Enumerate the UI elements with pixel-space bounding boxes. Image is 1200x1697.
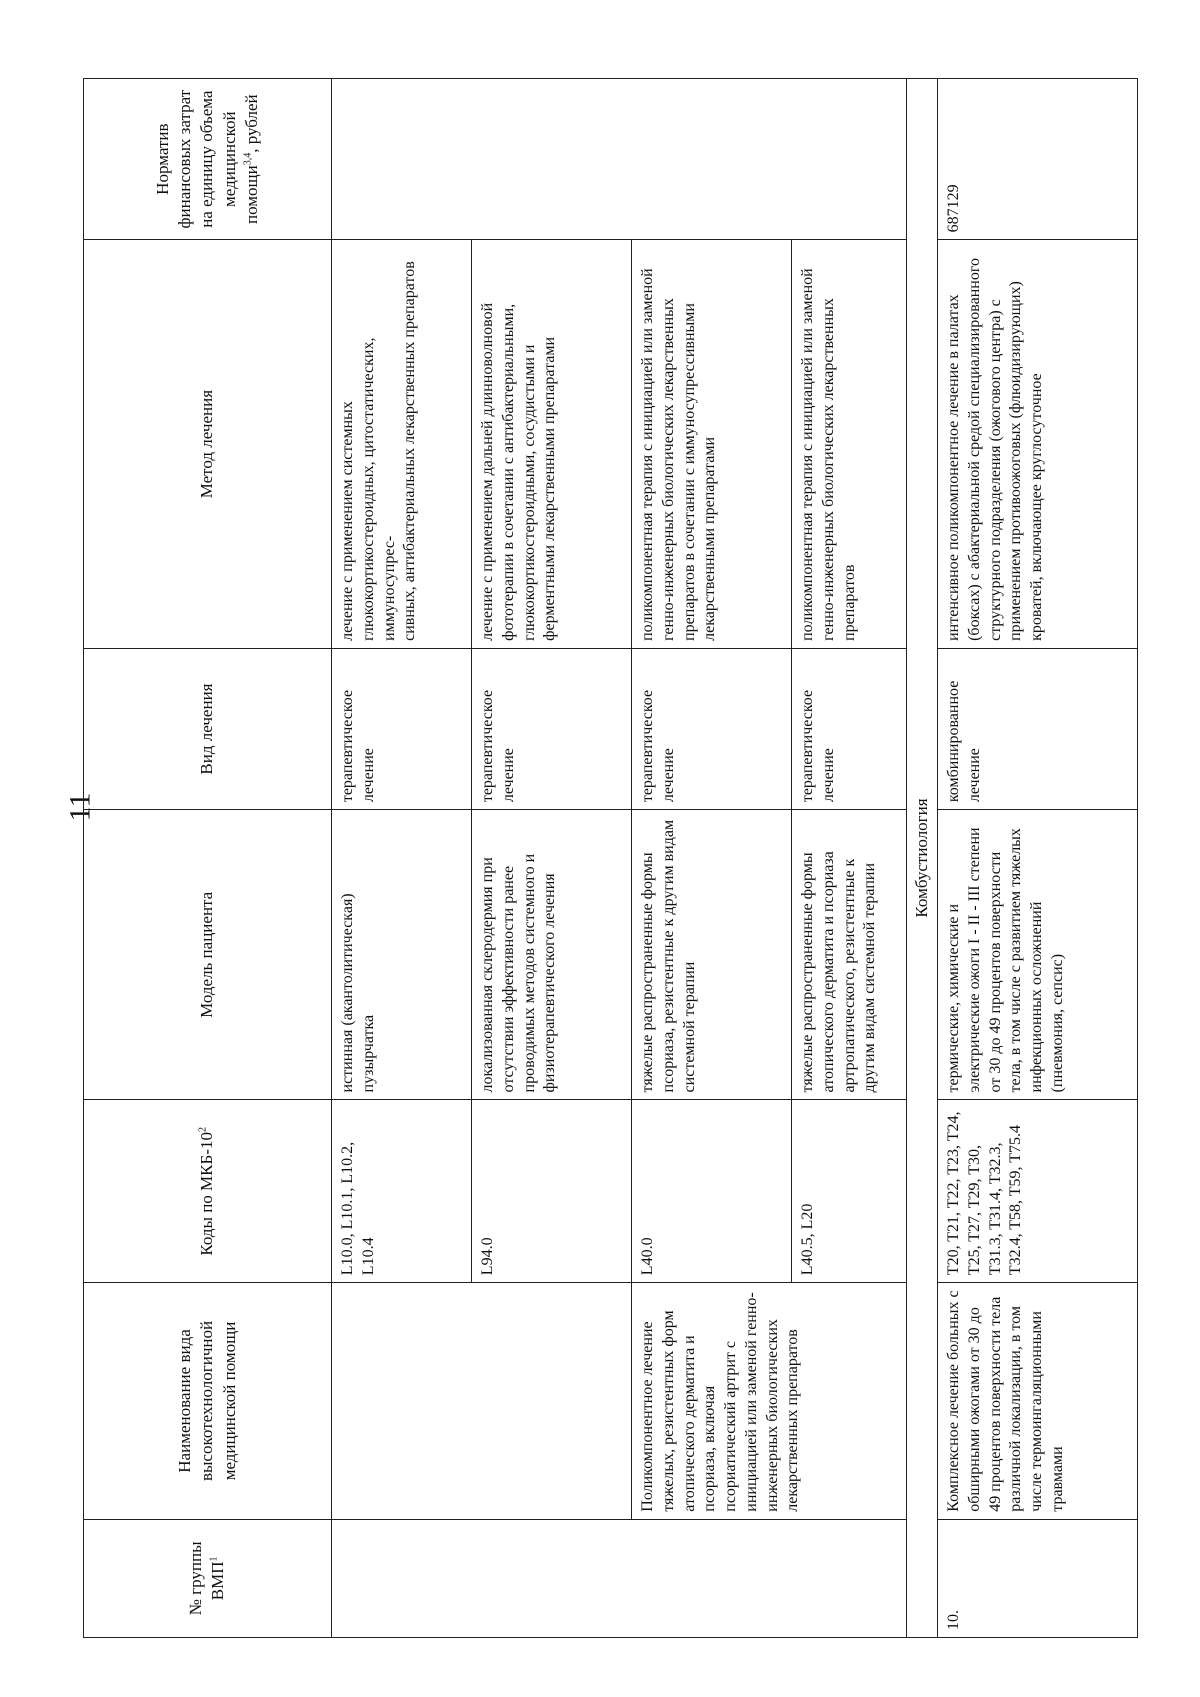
cell-model: истинная (акантолитическая) пузырчатка	[331, 810, 471, 1100]
rotated-table-container	[83, 78, 1138, 1638]
table-row	[631, 79, 791, 1638]
header-name: Наименование вида высокотехнологичной медицинской помощи	[84, 1283, 332, 1520]
cell-model: термические, химические и электрические ожоги I - II - III степени от 30 до 49 процентов поверхности тела, в том числе с развитием тяжелых инфекционных осложнений (пневмония, сепсис)	[938, 810, 1138, 1100]
header-group: № группы ВМП$^1$	[84, 1519, 332, 1637]
table-row	[938, 79, 1138, 1638]
cell-kind: терапевтическое лечение	[471, 648, 631, 809]
cell-codes: L10.0, L10.1, L10.2, L10.4	[331, 1100, 471, 1283]
header-model: Модель пациента	[84, 810, 332, 1100]
cell-method: поликомпонентная терапия с инициацией или заменой генно-инженерных биологических лекарственных препаратов в сочетании с иммуносупрессивными лекарственными препаратами	[631, 240, 791, 649]
cell-method: лечение с применением системных глюкокортикостероидных, цитостатических, иммуносупрес- сивных, антибактериальных лекарственных препаратов	[331, 240, 471, 649]
header-norm: Норматив финансовых затрат на единицу объема медицинской помощи$^{3,4}$, рублей	[84, 79, 332, 240]
cell-model: тяжелые распространенные формы атопического дерматита и псориаза артропатического, резистентные к другим видам системной терапии	[791, 810, 906, 1100]
cell-kind: комбинированное лечение	[938, 648, 1138, 809]
cell-codes: L94.0	[471, 1100, 631, 1283]
header-kind: Вид лечения	[84, 648, 332, 809]
cell-norm: 687129	[938, 79, 1138, 240]
header-codes: Коды по МКБ-$10^2$	[84, 1100, 332, 1283]
cell-kind: терапевтическое лечение	[631, 648, 791, 809]
page-number: 11	[63, 792, 97, 822]
cell-kind: терапевтическое лечение	[791, 648, 906, 809]
cell-name: Поликомпонентное лечение тяжелых, резистентных форм атопического дерматита и псориаза, включая псориатический артрит с инициацией или заменой генно-инженерных биологических лекарственных препаратов	[631, 1283, 906, 1520]
header-method: Метод лечения	[84, 240, 332, 649]
section-title: Комбустиология	[906, 79, 937, 1638]
cell-codes: L40.0	[631, 1100, 791, 1283]
cell-group	[331, 1519, 906, 1637]
cell-name: Комплексное лечение больных с обширными ожогами от 30 до 49 процентов поверхности тела различной локализации, в том числе термоингаляционными травмами	[938, 1283, 1138, 1520]
cell-group: 10.	[938, 1519, 1138, 1637]
table-row	[331, 79, 471, 1638]
cell-method: лечение с применением дальней длинноволновой фототерапии в сочетании с антибактериальными, глюкокортикостероидными, сосудистыми и ферментными лекарственными препаратами	[471, 240, 631, 649]
cell-model: локализованная склеродермия при отсутствии эффективности ранее проводимых методов системного и физиотерапевтического лечения	[471, 810, 631, 1100]
section-row	[906, 79, 937, 1638]
cell-codes: L40.5, L20	[791, 1100, 906, 1283]
cell-method: поликомпонентная терапия с инициацией или заменой генно-инженерных биологических лекарственных препаратов	[791, 240, 906, 649]
cell-name	[331, 1283, 631, 1520]
vmp-table	[83, 78, 1138, 1638]
cell-model: тяжелые распространенные формы псориаза, резистентные к другим видам системной терапии	[631, 810, 791, 1100]
cell-codes: T20, T21, T22, T23, T24, T25, T27, T29, T30, T31.3, T31.4, T32.3, T32.4, T58, T59, T75.4	[938, 1100, 1138, 1283]
cell-kind: терапевтическое лечение	[331, 648, 471, 809]
cell-norm	[331, 79, 906, 240]
cell-method: интенсивное поликомпонентное лечение в палатах (боксах) с абактериальной средой специализированного структурного подразделения (ожогового центра) с применением противоожоговых (флюидизирующих) кроватей, включающее круглосуточное	[938, 240, 1138, 649]
header-row	[84, 79, 332, 1638]
